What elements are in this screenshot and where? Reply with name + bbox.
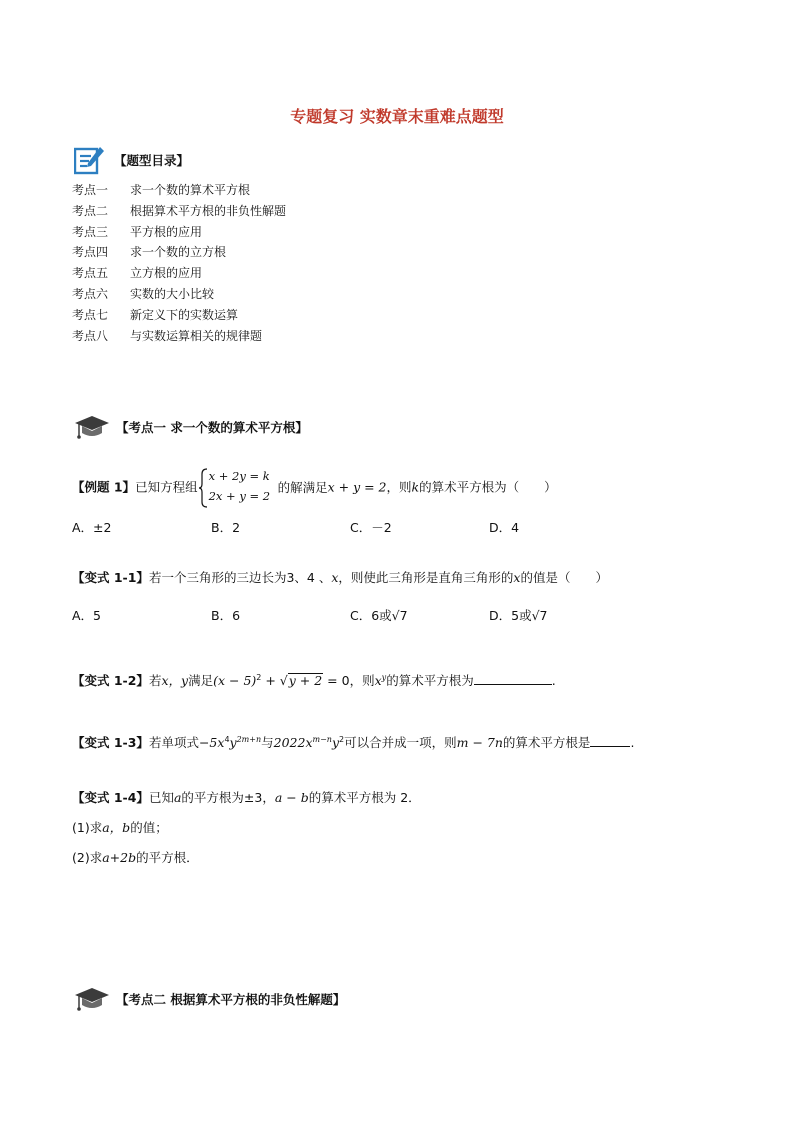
option-c: C．－2 xyxy=(350,520,392,535)
toc-item: 考点五 立方根的应用 xyxy=(72,266,203,281)
graduation-cap-icon xyxy=(74,414,110,440)
variant-1-1-options xyxy=(72,606,628,624)
variant-1-4: 【变式 1-4】已知a的平方根为±3，a − b的算术平方根为 2． xyxy=(72,790,421,805)
toc-header xyxy=(74,145,189,175)
notepad-pencil-icon xyxy=(74,145,106,175)
toc-item: 考点一 求一个数的算术平方根 xyxy=(72,183,251,197)
variant-1-1: 【变式 1-1】若一个三角形的三边长为3、4 、x，则使此三角形是直角三角形的x的值是（ ） xyxy=(72,570,608,585)
option-b: B．2 xyxy=(211,520,241,535)
option-d: D．4 xyxy=(489,520,520,535)
option-a: A．5 xyxy=(72,608,102,623)
variant-1-2: 【变式 1-2】若x，y满足$(x - 5)^2 + √y + 2 = 0$，则$x^y$的算术平方根为 . xyxy=(72,673,556,689)
brace-icon xyxy=(198,468,208,508)
option-c: C．6或√7 xyxy=(350,608,408,623)
toc-item: 考点六 实数的大小比较 xyxy=(72,286,215,301)
page-title: 专题复习 实数章末重难点题型 xyxy=(290,107,504,126)
variant-1-3: 【变式 1-3】若单项式$-5x^4y^{2m+n}$与$2022x^{m-n}y^2$可以合并成一项，则m − 7n的算术平方根是 . xyxy=(72,735,635,751)
section-heading: 【考点二 根据算术平方根的非负性解题】 xyxy=(74,986,345,1012)
option-b: B．6 xyxy=(211,608,241,623)
sqrt-sign: √ xyxy=(279,673,288,689)
toc-heading: 【题型目录】 xyxy=(114,153,190,168)
section-heading: 【考点一 求一个数的算术平方根】 xyxy=(74,414,308,440)
toc-item: 考点四 求一个数的立方根 xyxy=(72,245,227,260)
option-a: A．±2 xyxy=(72,520,112,535)
example-1-options xyxy=(72,518,628,536)
variant-1-4-q2: (2)求a+2b的平方根． xyxy=(72,850,199,865)
toc-item: 考点三 平方根的应用 xyxy=(72,224,203,239)
toc-list xyxy=(72,180,286,346)
variant-1-4-q1: (1)求a，b的值； xyxy=(72,820,168,835)
equation-system: x + 2y = k 2x + y = 2 xyxy=(198,468,348,508)
toc-item: 考点八 与实数运算相关的规律题 xyxy=(72,328,263,343)
option-d: D．5或√7 xyxy=(489,608,548,623)
example-1: 【例题 1】已知方程组 x + 2y = k 2x + y = 2 的解满足x + y = 2，则k的算术平方根为（ ） xyxy=(72,468,557,508)
toc-item: 考点七 新定义下的实数运算 xyxy=(72,307,239,322)
answer-blank[interactable] xyxy=(474,672,552,685)
toc-item: 考点二 根据算术平方根的非负性解题 xyxy=(72,203,287,218)
graduation-cap-icon xyxy=(74,986,110,1012)
answer-blank[interactable] xyxy=(590,734,630,747)
